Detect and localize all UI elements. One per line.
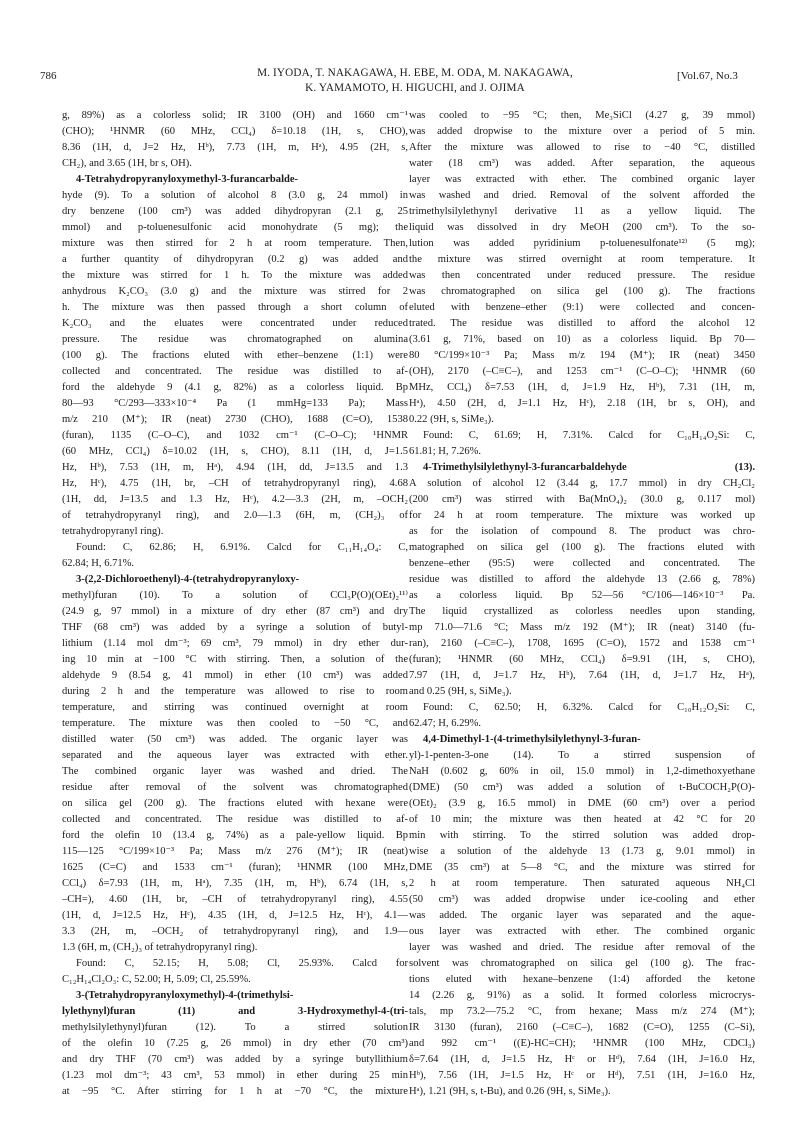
text-line: DME (35 cm³) at 5—8 °C, and the mixture was stirred for [409, 862, 755, 874]
text-line: Found: C, 61.69; H, 7.31%. Calcd for C₁₀H₁₄O₂Si: C, [423, 429, 755, 441]
text-line: temperature. The mixture was then cooled to −50 °C, and [62, 718, 408, 730]
text-line: residue was distilled to afford the aldehyde 13 (2.66 g, 78%) [409, 573, 755, 585]
text-line: THF (68 cm³) was added by a syringe a solution of butyl- [62, 622, 408, 633]
text-line: 62.47; H, 6.29%. [409, 718, 482, 730]
text-line: (50 cm³) was added dropwise under ice-cooling and ether [409, 894, 755, 906]
text-line: the mixture was stirred overnight at room temperature. It [409, 253, 755, 265]
text-line: mp 71.0—71.6 °C; Mass m/z 192 (M⁺); IR (neat) 3140 (fu- [409, 622, 755, 633]
text-line: methyl)furan (10). To a solution of CCl₃P(O)(OEt)₂¹¹⁾ [62, 589, 408, 601]
text-line: ford the aldehyde 9 (4.1 g, 82%) as a colorless liquid. Bp [62, 381, 408, 393]
text-line: Found: C, 62.86; H, 6.91%. Calcd for C₁₁H₁₄O₄: C, [76, 541, 408, 553]
text-line: matographed on silica gel (100 g). The fractions eluted with [409, 541, 755, 553]
text-line: residue after removal of the solvent was chromatographed [62, 782, 408, 794]
text-line: The combined organic layer was washed and dried. The [62, 766, 408, 778]
text-line: a further quantity of dihydropyran (0.2 g) was added and [62, 253, 408, 265]
text-line: wise a solution of the aldehyde 13 (1.73 g, 9.01 mmol) in [409, 846, 755, 858]
text-line: as a colorless liquid. Bp 52—56 °C/106—146×10⁻³ Pa. [409, 589, 755, 601]
text-line: 1.3 (6H, m, (CH₂)₃ of tetrahydropyranyl ring). [62, 942, 258, 954]
text-line: 3.3 (2H, m, –OCH₂ of tetrahydropyranyl ring), and 1.9— [62, 926, 408, 938]
text-line: 8.36 (1H, d, J=2 Hz, Hᵇ), 7.73 (1H, m, Hᵃ), 4.95 (2H, s, [62, 141, 408, 153]
text-line: 80—93 °C/293—333×10⁻⁴ Pa (1 mmHg=133 Pa); Mass [62, 397, 408, 409]
text-line: yl)-1-penten-3-one (14). To a stirred suspension of [409, 750, 755, 762]
text-line: and dry THF (70 cm³) was added by a syringe butyllithium [62, 1054, 408, 1066]
authors-line-2: K. YAMAMOTO, H. HIGUCHI, and J. OJIMA [305, 81, 525, 94]
text-line: h. The mixture was then passed through a short column of [62, 301, 408, 313]
text-line: C₁₂H₁₄Cl₂O₃: C, 52.00; H, 5.09; Cl, 25.59%. [62, 974, 251, 986]
text-line: was added. The organic layer was separated and the aque- [409, 910, 755, 922]
text-line: (furan), 1135 (C–O–C), and 1032 cm⁻¹ (C–O–C); ¹HNMR [62, 429, 408, 441]
text-line: tals, mp 73.2—75.2 °C, from hexane; Mass m/z 274 (M⁺); [409, 1006, 755, 1018]
text-line: for 24 h at room temperature. The mixture was worked up [409, 509, 755, 521]
text-line: ing 10 min at −100 °C with stirring. Then, a solution of the [62, 654, 408, 666]
text-line: mmol) and p-toluenesulfonic acid monohydrate (5 mg); the [62, 221, 408, 233]
text-line: (1H, d, J=12.5 Hz, Hᶜ), 4.35 (1H, d, J=12.5 Hz, Hᶜ), 4.1— [62, 910, 408, 922]
text-line: (furan); ¹HNMR (60 MHz, CCl₄) δ=9.91 (1H, s, CHO), [409, 654, 755, 666]
left-text-column [62, 108, 408, 1101]
text-line: 80 °C/199×10⁻³ Pa; Mass m/z 194 (M⁺); IR (neat) 3450 [409, 349, 755, 361]
text-line: After the mixture was allowed to rise to −40 °C, distilled [409, 141, 755, 153]
text-line: solvent was chromatographed on silica gel (100 g). The frac- [409, 958, 755, 970]
text-line: The liquid crystallized as colorless needles upon standing, [409, 605, 755, 617]
text-line: benzene–ether (95:5) were collected and concentrated. The [409, 557, 755, 569]
text-line: 4-Trimethylsilylethynyl-3-furancarbaldehyde (13). [423, 461, 755, 473]
text-line: during 2 h and the temperature was allowed to rise to room [62, 686, 408, 698]
text-line: 3-(2,2-Dichloroethenyl)-4-(tetrahydropyranyloxy- [76, 573, 300, 585]
text-line: (60 MHz, CCl₄) δ=10.02 (1H, s, CHO), 8.11 (1H, d, J=1.5 [62, 445, 408, 457]
text-line: 14 (2.26 g, 91%) as a solid. It formed colorless microcrys- [409, 990, 755, 1002]
text-line: (1H, dd, J=13.5 and 1.3 Hz, Hᶜ), 4.2—3.3 (2H, m, –OCH₂ [62, 493, 408, 505]
text-line: Hz, Hᶜ), 4.75 (1H, br, –CH of tetrahydropyranyl ring), 4.68 [62, 477, 408, 489]
text-line: anhydrous K₂CO₃ (3.0 g) and the mixture was stirred for 2 [62, 285, 408, 297]
text-line: ous layer was extracted with ether. The combined organic [409, 926, 755, 938]
text-line: aldehyde 9 (8.54 g, 41 mmol) in ether (10 cm³) was added [62, 670, 408, 682]
text-line: distilled water (50 cm³) was added. The organic layer was [62, 734, 408, 746]
text-line: and 0.25 (9H, s, SiMe₃). [409, 686, 512, 698]
text-line: tions eluted with hexane–benzene (1:4) afforded the ketone [409, 974, 755, 986]
text-line: (OH), 2170 (–C≡C–), and 1253 cm⁻¹ (C–O–C); ¹HNMR (60 [409, 365, 755, 377]
text-line: hyde (9). To a solution of alcohol 8 (3.0 g, 24 mmol) in [62, 189, 408, 201]
text-line: (24.9 g, 97 mmol) in a mixture of dry ether (87 cm³) and dry [62, 605, 408, 617]
text-line: (CHO); ¹HNMR (60 MHz, CCl₄) δ=10.18 (1H, s, CHO), [62, 125, 408, 137]
text-line: Hᵇ), 7.56 (1H, J=1.5 Hz, Hᶜ or Hᵈ), 7.51 (1H, J=16.0 Hz, [409, 1070, 755, 1082]
text-line: liquid was dissolved in dry MeOH (200 cm³). To the so- [409, 221, 755, 233]
text-line: (3.61 g, 71%, based on 10) as a colorless liquid. Bp 70— [409, 333, 755, 345]
text-line: was cooled to −95 °C; then, Me₃SiCl (4.27 g, 39 mmol) [409, 109, 755, 121]
text-line: trated. The residue was distilled to afford the alcohol 12 [409, 317, 755, 329]
text-line: ran), 2160 (–C≡C–), 1708, 1695 (C=O), 1572 and 1538 cm⁻¹ [409, 638, 755, 650]
running-head [180, 66, 650, 95]
text-line: at −95 °C. After stirring for 1 h at −70 °C, the mixture [62, 1086, 408, 1098]
text-line: of 10 min; the mixture was then heated at 42 °C for 20 [409, 814, 755, 826]
text-line: m/z 210 (M⁺); IR (neat) 2730 (CHO), 1688 (C=O), 1538 [62, 413, 408, 425]
text-line: Found: C, 52.15; H, 5.08; Cl, 25.93%. Calcd for [76, 958, 408, 970]
text-line: 115—125 °C/199×10⁻³ Pa; Mass m/z 276 (M⁺); IR (neat) [62, 846, 408, 858]
text-line: methylsilylethynyl)furan (12). To a stirred solution [62, 1022, 408, 1034]
text-line: the mixture was stirred for 1 h. To the mixture was added [62, 269, 408, 281]
text-line: CCl₄) δ=7.93 (1H, m, Hᵃ), 7.35 (1H, m, Hᵇ), 6.74 (1H, s, [62, 878, 408, 890]
text-line: Hᵃ), 1.21 (9H, s, t-Bu), and 0.26 (9H, s, SiMe₃). [409, 1086, 611, 1098]
volume-issue: [Vol.67, No.3 [677, 70, 738, 82]
text-line: was added dropwise to the mixture over a period of 5 min. [409, 125, 755, 137]
text-line: 62.84; H, 6.71%. [62, 557, 135, 569]
text-line: Hᵃ), 4.50 (2H, d, J=1.1 Hz, Hᶜ), 2.18 (1H, br s, OH), and [409, 397, 755, 409]
text-line: of tetrahydropyranyl ring), and 2.0—1.3 (6H, m, (CH₂)₃ of [62, 509, 408, 521]
text-line: g, 89%) as a colorless solid; IR 3100 (OH) and 1660 cm⁻¹ [62, 109, 408, 121]
text-line: dry benzene (100 cm³) was added dihydropyran (2.1 g, 25 [62, 205, 408, 217]
text-line: lution was added pyridinium p-toluenesulfonate¹²⁾ (5 mg); [409, 237, 755, 249]
text-line: Found: C, 62.50; H, 6.32%. Calcd for C₁₀H₁₂O₂Si: C, [423, 702, 755, 714]
text-line: 61.81; H, 7.26%. [409, 445, 482, 457]
text-line: temperature, and stirring was continued overnight at room [62, 702, 408, 714]
text-line: tetrahydropyranyl ring). [62, 525, 164, 537]
text-line: δ=7.64 (1H, d, J=1.5 Hz, Hᶜ or Hᵈ), 7.64 (1H, J=16.0 Hz, [409, 1054, 755, 1066]
text-line: trimethylsilylethynyl derivative 11 as a yellow liquid. The [409, 205, 755, 217]
text-line: water (18 cm³) was added. After separation, the aqueous [409, 157, 755, 169]
text-line: 7.97 (1H, d, J=1.7 Hz, Hᵇ), 7.64 (1H, d, J=1.7 Hz, Hᵃ), [409, 670, 755, 682]
text-line: MHz, CCl₄) δ=7.53 (1H, d, J=1.9 Hz, Hᵇ), 7.31 (1H, m, [409, 381, 755, 393]
text-line: 4,4-Dimethyl-1-(4-trimethylsilylethynyl-3-furan- [423, 734, 641, 746]
text-line: 4-Tetrahydropyranyloxymethyl-3-furancarbalde- [76, 173, 299, 185]
text-line: was washed and dried. Removal of the solvent afforded the [409, 189, 755, 201]
text-line: (100 g). The fractions eluted with ether–benzene (1:1) were [62, 349, 408, 361]
authors-line-1: M. IYODA, T. NAKAGAWA, H. EBE, M. ODA, M. NAKAGAWA, [257, 67, 573, 79]
text-line: (200 cm³) was stirred with Ba(MnO₄)₂ (30.0 g, 0.117 mol) [409, 493, 755, 505]
text-line: min with stirring. To the stirred solution was added drop- [409, 830, 755, 842]
text-line: 1625 (C=C) and 1533 cm⁻¹ (furan); ¹HNMR (100 MHz, [62, 862, 408, 874]
text-line: NaH (0.602 g, 60% in oil, 15.0 mmol) in 1,2-dimethoxyethane [409, 766, 755, 778]
text-line: ford the olefin 10 (13.4 g, 74%) as a pale-yellow liquid. Bp [62, 830, 408, 842]
text-line: CH₂), and 3.65 (1H, br s, OH). [62, 157, 192, 169]
text-line: eluted with benzene–ether (9:1) were collected and concen- [409, 301, 755, 313]
text-line: was chromatographed on silica gel (100 g). The fractions [409, 285, 755, 297]
text-line: (DME) (50 cm³) was added a solution of t-BuCOCH₂P(O)- [409, 782, 755, 794]
text-line: pressure. The residue was chromatographed on alumina [62, 333, 408, 345]
text-line: IR 3130 (furan), 2160 (–C≡C–), 1682 (C=O), 1255 (C–Si), [409, 1022, 755, 1034]
text-line: lylethynyl)furan (11) and 3-Hydroxymethyl-4-(tri- [62, 1006, 408, 1018]
text-line: 2 h at room temperature. Then saturated aqueous NH₄Cl [409, 878, 755, 890]
text-line: mixture was then stirred for 2 h at room temperature. Then, [62, 237, 408, 249]
text-line: collected and concentrated. The residue was distilled to af- [62, 814, 408, 826]
text-line: 3-(Tetrahydropyranyloxymethyl)-4-(trimethylsi- [76, 990, 294, 1002]
text-line: 0.22 (9H, s, SiMe₃). [409, 413, 494, 425]
text-line: separated and the aqueous layer was extracted with ether. [62, 750, 408, 762]
text-line: layer was extracted with ether. The combined organic layer [409, 173, 755, 185]
text-line: as for the isolation of compound 8. The product was chro- [409, 525, 755, 537]
text-line: layer was washed and dried. The residue after removal of the [409, 942, 755, 954]
text-line: Hz, Hᵇ), 7.53 (1H, m, Hᵃ), 4.94 (1H, dd, J=13.5 and 1.3 [62, 461, 408, 473]
text-line: (OEt)₂ (3.9 g, 16.5 mmol) in DME (60 cm³) over a period [409, 798, 755, 810]
page-number: 786 [40, 70, 57, 82]
text-line: was then concentrated under reduced pressure. The residue [409, 269, 755, 281]
text-line: and 992 cm⁻¹ ((E)-HC=CH); ¹HNMR (100 MHz, CDCl₃) [409, 1038, 755, 1050]
text-line: lithium (1.14 mol dm⁻³; 69 cm³, 79 mmol) in dry ether dur- [62, 638, 408, 650]
text-line: A solution of alcohol 12 (3.44 g, 17.7 mmol) in dry CH₂Cl₂ [409, 477, 755, 489]
text-line: of the olefin 10 (7.25 g, 26 mmol) in dry ether (70 cm³) [62, 1038, 408, 1050]
text-line: collected and concentrated. The residue was distilled to af- [62, 365, 408, 377]
text-line: K₂CO₃ and the eluates were concentrated under reduced [62, 317, 408, 329]
text-line: –CH=), 4.60 (1H, br, –CH of tetrahydropyranyl ring), 4.55 [62, 894, 408, 906]
text-line: on silica gel (200 g). The fractions eluted with hexane were [62, 798, 408, 810]
right-text-column [409, 108, 755, 1101]
text-line: (1.23 mol dm⁻³; 43 cm³, 53 mmol) in ether during 25 min [62, 1070, 408, 1082]
